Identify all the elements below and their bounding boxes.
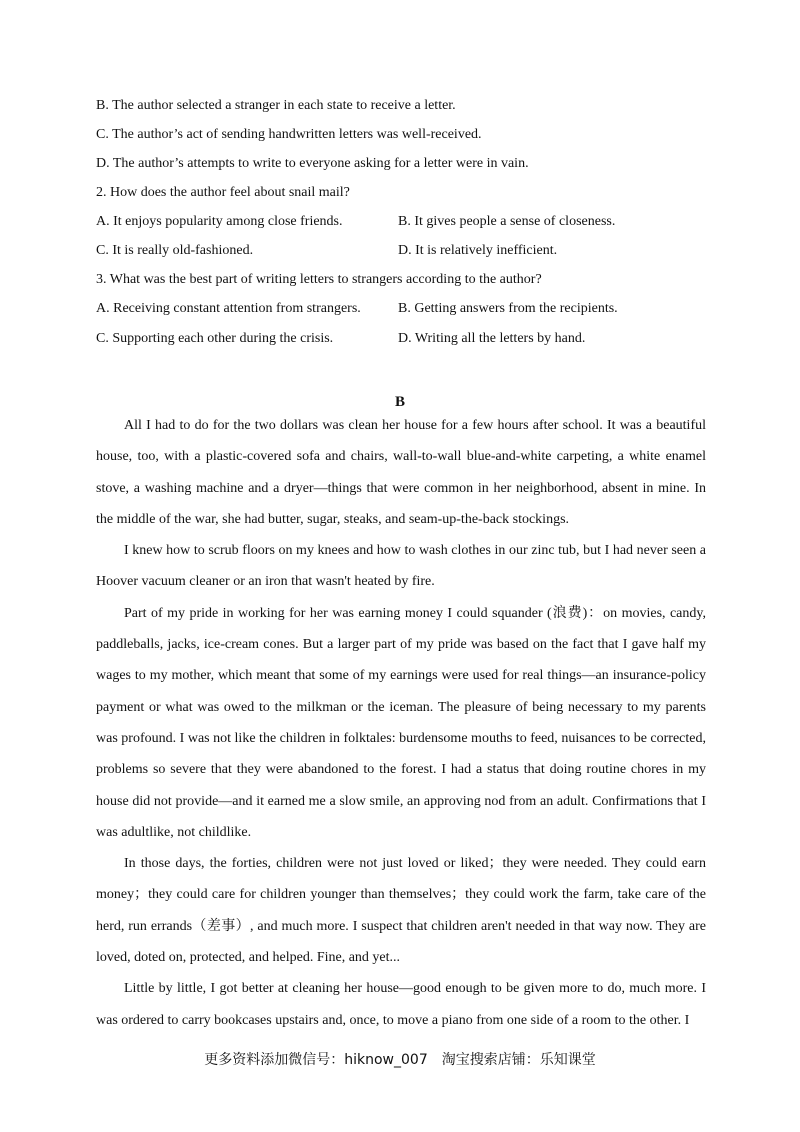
q3-stem: 3. What was the best part of writing letters to strangers according to the author? [96,272,542,287]
q1-option-c: C. The author’s act of sending handwritten letters was well-received. [96,127,482,142]
section-heading: B [394,394,405,410]
q3-option-b: B. Getting answers from the recipients. [398,301,618,316]
q3-option-a: A. Receiving constant attention from strangers. [96,301,361,316]
q2-stem: 2. How does the author feel about snail mail? [96,185,350,200]
q2-option-b: B. It gives people a sense of closeness. [398,214,616,229]
q3-option-c: C. Supporting each other during the crisis. [96,331,334,346]
page-footer: 更多资料添加微信号：hiknow_007 淘宝搜索店铺：乐知课堂 [204,1052,596,1068]
passage-paragraph: Little by little, I got better at cleaning her house—good enough to be given more to do, much more. I was ordered to carry bookcases upstairs and, once, to move a piano from one side of a room to the other. I [96,981,706,1028]
q1-option-d: D. The author’s attempts to write to everyone asking for a letter were in vain. [96,156,529,171]
passage-paragraph: I knew how to scrub floors on my knees and how to wash clothes in our zinc tub, but I had never seen a Hoover vacuum cleaner or an iron that wasn't heated by fire. [96,543,706,590]
passage-paragraph: Part of my pride in working for her was earning money I could squander (浪费)：on movies, candy, paddleballs, jacks, ice-cream cones. But a larger part of my pride was based on the fact that I gave half my wages to my mother, which meant that some of my earnings were used for real things—an insurance-policy payment or what was owed to the milkman or the iceman. The pleasure of being necessary to my parents was profound. I was not like the children in folktales: burdensome mouths to feed, nuisances to be corrected, problems so severe that they were abandoned to the forest. I had a status that doing routine chores in my house did not provide—and it earned me a slow smile, an approving nod from an adult. Confirmations that I was adultlike, not childlike. [96,605,706,840]
passage [96,410,706,1036]
q2-option-c: C. It is really old-fashioned. [96,243,254,258]
passage-paragraph: All I had to do for the two dollars was clean her house for a few hours after school. It was a beautiful house, too, with a plastic-covered sofa and chairs, wall-to-wall blue-and-white carpeting, a white enamel stove, a washing machine and a dryer—things that were common in her neighborhood, absent in mine. In the middle of the war, she had butter, sugar, steaks, and seam-up-the-back stockings. [96,418,706,527]
passage-paragraph: In those days, the forties, children were not just loved or liked；they were needed. They could earn money；they could care for children younger than themselves；they could work the farm, take care of the herd, run errands（差事）, and much more. I suspect that children aren't needed in that way now. They are loved, doted on, protected, and helped. Fine, and yet... [96,856,706,966]
q1-option-b: B. The author selected a stranger in each state to receive a letter. [96,98,456,113]
q2-option-d: D. It is relatively inefficient. [398,243,558,258]
q2-option-a: A. It enjoys popularity among close friends. [96,214,343,229]
q3-option-d: D. Writing all the letters by hand. [398,331,586,346]
